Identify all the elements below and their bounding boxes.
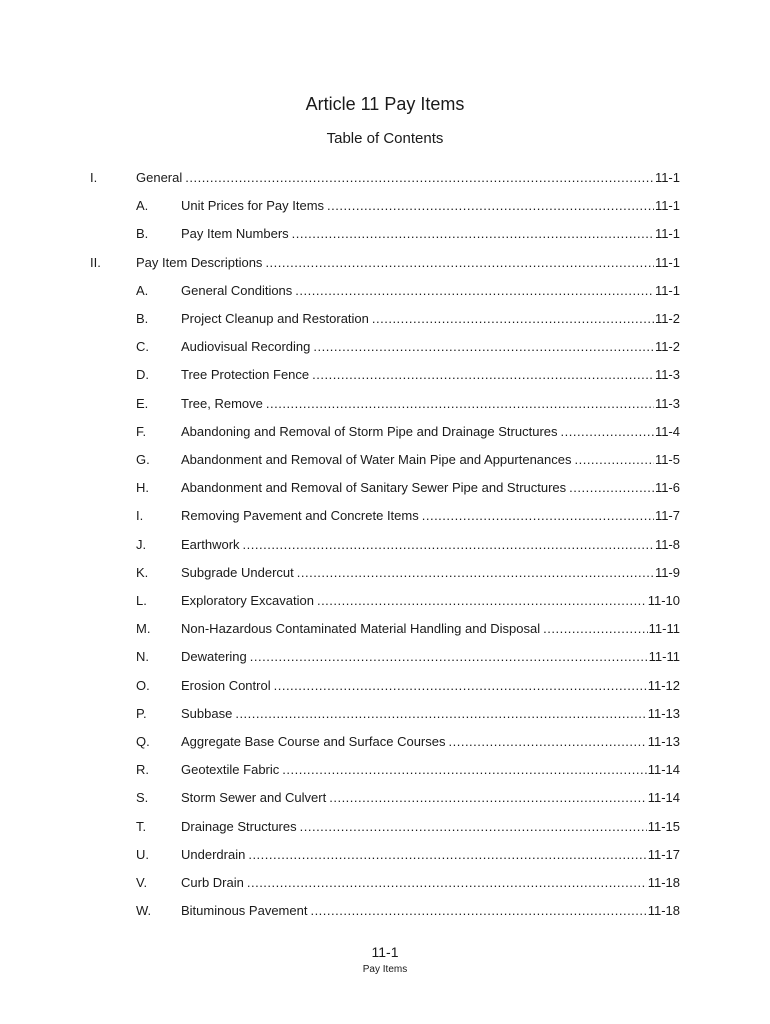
toc-entry-line [136,253,680,273]
toc-entry [0,224,770,244]
toc-entry-number: A. [136,198,149,214]
toc-entry-page: 11-9 [654,564,680,580]
toc-entry-page: 11-15 [647,818,680,834]
toc-entry-page: 11-1 [654,254,680,270]
toc-dot-leader [243,535,654,555]
toc-entry-label: Bituminous Pavement [181,903,308,919]
toc-entry-page: 11-13 [647,705,680,721]
toc-entry [0,817,770,837]
toc-entry [0,647,770,667]
toc-entry-page: 11-1 [654,198,680,214]
toc-entry-line [181,337,680,357]
toc-dot-leader [247,873,647,893]
toc-entry-label: Tree Protection Fence [181,367,310,383]
toc-entry-number: M. [136,621,151,637]
toc-entry-label: Project Cleanup and Restoration [181,311,369,326]
toc-entry [0,281,770,301]
toc-dot-leader [300,817,647,837]
toc-entry-label: Exploratory Excavation [181,593,314,608]
toc-entry-label: Non-Hazardous Contaminated Material Handling and Disposal [181,621,541,637]
toc-entry-page: 11-7 [654,508,680,524]
toc-entry-number: W. [136,903,152,919]
toc-entry-page: 11-1 [654,170,680,185]
toc-entry-line [181,506,680,526]
toc-entry-line [181,676,680,696]
toc-entry-label: Aggregate Base Course and Surface Courses [181,734,446,749]
toc-dot-leader [422,506,654,526]
toc-entry-label: Geotextile Fabric [181,762,280,778]
toc-entry-number: S. [136,790,149,806]
toc-entry-line [181,845,680,865]
toc-entry-label: Abandonment and Removal of Water Main Pipe and Appurtenances [181,452,572,467]
toc-entry-number: I. [136,508,144,524]
toc-entry-page: 11-17 [647,846,680,862]
toc-dot-leader [317,591,647,611]
toc-dot-leader [574,450,653,470]
toc-dot-leader [297,563,654,583]
toc-entry-page: 11-13 [647,734,680,749]
toc-entry-label: Earthwork [181,536,240,552]
toc-entry-line [181,535,680,555]
toc-dot-leader [295,281,654,301]
toc-entry [0,535,770,555]
toc-dot-leader [248,845,646,865]
toc-dot-leader [449,732,647,752]
toc-entry [0,196,770,216]
toc-entry-number: G. [136,452,150,467]
document-title: Article 11 Pay Items [305,94,465,114]
toc-entry-page: 11-8 [654,536,680,552]
toc-entry-page: 11-11 [648,621,680,637]
toc-entry [0,506,770,526]
toc-entry-line [181,732,680,752]
toc-entry-number: A. [136,282,149,298]
footer-page-number: 11-1 [371,944,399,960]
toc-entry-number: C. [136,339,149,355]
toc-entry-page: 11-5 [654,452,680,467]
toc-entry-number: U. [136,846,149,862]
toc-entry-line [181,817,680,837]
toc-dot-leader [235,704,646,724]
toc-entry-line [181,309,680,329]
toc-entry-line [181,647,680,667]
toc-entry-line [181,450,680,470]
toc-entry-page: 11-12 [647,677,680,693]
toc-entry-label: Audiovisual Recording [181,339,311,355]
toc-entry-number: H. [136,480,149,496]
toc-entry-number: II. [90,254,101,270]
toc-dot-leader [327,196,654,216]
toc-entry-number: B. [136,311,149,326]
toc-dot-leader [282,760,646,780]
toc-entry-label: Subbase [181,705,233,721]
toc-entry-number: J. [136,536,147,552]
toc-entry-page: 11-6 [654,480,680,496]
toc-entry-line [181,704,680,724]
toc-entry-page: 11-10 [647,593,680,608]
toc-entry [0,309,770,329]
toc-entry-label: Underdrain [181,846,246,862]
toc-entry [0,704,770,724]
toc-entry-label: Tree, Remove [181,395,263,411]
toc-dot-leader [292,224,654,244]
toc-entry-number: R. [136,762,149,778]
toc-entry-line [181,901,680,921]
toc-dot-leader [561,422,654,442]
toc-entry-line [181,788,680,808]
toc-entry-label: Erosion Control [181,677,271,693]
toc-entry-label: General Conditions [181,282,293,298]
toc-entry-number: B. [136,226,149,242]
toc-entry-number: N. [136,649,149,665]
toc-entry-number: E. [136,395,149,411]
toc-entry-label: Subgrade Undercut [181,564,294,580]
toc-entry-label: Drainage Structures [181,818,297,834]
toc-entry-number: O. [136,677,150,693]
toc-entry-number: F. [136,423,147,439]
toc-entry [0,337,770,357]
toc-entry-page: 11-11 [648,649,680,665]
toc-entry [0,563,770,583]
toc-entry-line [181,365,680,385]
toc-entry-label: Unit Prices for Pay Items [181,198,325,214]
toc-entry [0,619,770,639]
toc-entry [0,394,770,414]
toc-dot-leader [266,394,654,414]
toc-entry-number: Q. [136,734,150,749]
toc-dot-leader [372,309,654,329]
toc-entry-line [181,591,680,611]
toc-entry [0,873,770,893]
toc-entry [0,253,770,273]
toc-entry-line [181,196,680,216]
toc-entry-page: 11-18 [647,903,680,919]
toc-entry-label: Pay Item Descriptions [136,254,263,270]
toc-dot-leader [250,647,648,667]
toc-entry-line [181,873,680,893]
toc-entry [0,845,770,865]
toc-dot-leader [312,365,654,385]
toc-entry-label: Dewatering [181,649,247,665]
toc-entry-line [181,563,680,583]
toc-entry-line [181,760,680,780]
toc-entry-page: 11-3 [654,367,680,383]
toc-entry [0,901,770,921]
toc-dot-leader [274,676,647,696]
toc-entry-line [181,224,680,244]
toc-entry-line [181,422,680,442]
toc-entry [0,788,770,808]
toc-entry [0,732,770,752]
toc-entry-line [181,394,680,414]
toc-entry [0,422,770,442]
toc-dot-leader [543,619,648,639]
toc-entry-number: L. [136,593,147,608]
toc-dot-leader [265,253,654,273]
toc-entry-line [181,619,680,639]
toc-entry-number: T. [136,818,147,834]
toc-entry-number: I. [90,170,98,185]
toc-entry-page: 11-1 [654,226,680,242]
toc-dot-leader [569,478,654,498]
toc-entry-page: 11-14 [647,762,680,778]
toc-entry-label: Pay Item Numbers [181,226,289,242]
toc-entry [0,760,770,780]
toc-entry [0,365,770,385]
toc-entry-page: 11-14 [647,790,680,806]
toc-entry-number: V. [136,875,148,890]
toc-entry [0,478,770,498]
toc-entry-line [181,478,680,498]
toc-dot-leader [313,337,654,357]
toc-dot-leader [329,788,646,808]
toc-dot-leader [185,168,654,188]
toc-dot-leader [310,901,646,921]
toc-entry-label: Curb Drain [181,875,244,890]
toc-entry-label: General [136,170,183,185]
toc-entry-label: Abandonment and Removal of Sanitary Sewer Pipe and Structures [181,480,567,496]
toc-entry-label: Abandoning and Removal of Storm Pipe and Drainage Structures [181,423,558,439]
toc-entry-page: 11-2 [654,339,680,355]
footer-label: Pay Items [362,964,408,975]
toc-entry-page: 11-1 [654,282,680,298]
toc-entry-line [181,281,680,301]
toc-entry [0,168,770,188]
toc-entry-label: Removing Pavement and Concrete Items [181,508,419,524]
toc-entry-number: K. [136,564,149,580]
toc-entry [0,676,770,696]
toc-entry-line [136,168,680,188]
toc-entry-number: D. [136,367,149,383]
toc-entry-label: Storm Sewer and Culvert [181,790,327,806]
document-subtitle: Table of Contents [326,130,444,147]
toc-entry-page: 11-4 [654,423,680,439]
toc-entry-number: P. [136,705,147,721]
toc-entry-page: 11-18 [647,875,680,890]
toc-entry [0,450,770,470]
toc-entry-page: 11-3 [654,395,680,411]
toc-entry [0,591,770,611]
toc-entry-page: 11-2 [654,311,680,326]
